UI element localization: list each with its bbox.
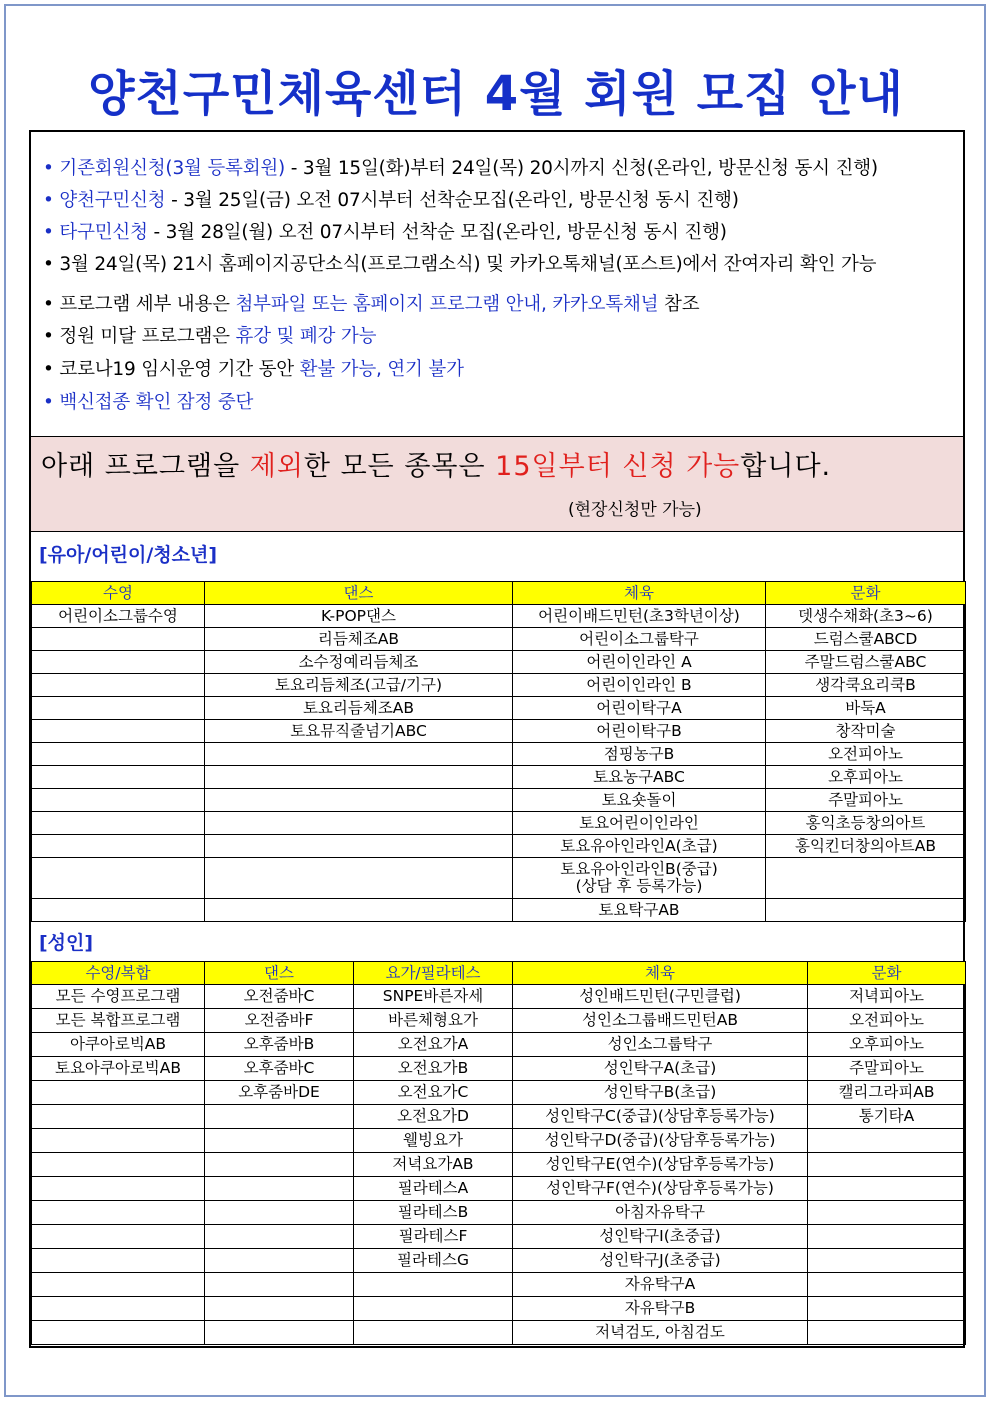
table-row (32, 1057, 966, 1081)
table-cell: 자유탁구A (513, 1273, 808, 1297)
table-cell: 오전요가B (354, 1057, 513, 1081)
column-header: 요가/필라테스 (354, 962, 513, 985)
table-row (32, 858, 966, 899)
table-cell: 자유탁구B (513, 1297, 808, 1321)
table-cell: 오후줌바DE (205, 1081, 354, 1105)
table-row (32, 1177, 966, 1201)
table-cell: 홍익킨더창의아트AB (766, 835, 966, 858)
table-row (32, 1225, 966, 1249)
table-row (32, 743, 966, 766)
table-row (32, 1105, 966, 1129)
table-cell: 모든 복합프로그램 (32, 1009, 205, 1033)
table-cell: 리듬체조AB (205, 628, 513, 651)
table-row (32, 985, 966, 1009)
table-cell (32, 628, 205, 651)
table-cell: 어린이소그룹탁구 (513, 628, 766, 651)
column-header: 수영/복합 (32, 962, 205, 985)
table-cell: 어린이탁구A (513, 697, 766, 720)
column-header: 수영 (32, 582, 205, 605)
table-cell: 어린이인라인 A (513, 651, 766, 674)
table-cell: 저녁검도, 아침검도 (513, 1321, 808, 1345)
notice-text: - 3월 28일(월) 오전 07시부터 선착순 모집(온라인, 방문신청 동시 진행) (147, 222, 727, 243)
table-cell (205, 1273, 354, 1297)
table-row (32, 1273, 966, 1297)
table-cell (32, 1177, 205, 1201)
table-cell (205, 1321, 354, 1345)
table-cell (32, 743, 205, 766)
content-box (29, 130, 965, 1348)
table-row (32, 1009, 966, 1033)
table-cell: 토요리듬체조AB (205, 697, 513, 720)
table-cell (32, 1105, 205, 1129)
notice-text: • (43, 254, 60, 275)
table-cell: 바른체형요가 (354, 1009, 513, 1033)
table-row (32, 697, 966, 720)
adult-program-table (31, 961, 966, 1345)
table-cell (32, 1081, 205, 1105)
column-header: 문화 (766, 582, 966, 605)
table-cell: 오전피아노 (766, 743, 966, 766)
table-cell: 어린이탁구B (513, 720, 766, 743)
notice-text: 3월 24일(목) 21시 홈페이지공단소식(프로그램소식) 및 카카오톡채널(포스트)에서 잔여자리 확인 가능 (59, 254, 877, 275)
column-header: 체육 (513, 582, 766, 605)
announcement-part: 제외 (249, 451, 304, 482)
table-cell (32, 697, 205, 720)
table-cell (354, 1297, 513, 1321)
table-cell: 오후줌바B (205, 1033, 354, 1057)
table-cell: 저녁피아노 (808, 985, 966, 1009)
table-cell: 필라테스F (354, 1225, 513, 1249)
notice-text: 백신접종 확인 잠정 중단 (59, 392, 254, 413)
table-cell (205, 743, 513, 766)
table-cell: 아쿠아로빅AB (32, 1033, 205, 1057)
table-row (32, 605, 966, 628)
table-cell: 성인소그룹배드민턴AB (513, 1009, 808, 1033)
table-cell (32, 1273, 205, 1297)
table-cell: 오후피아노 (808, 1033, 966, 1057)
table-cell: 오전요가D (354, 1105, 513, 1129)
table-cell (32, 789, 205, 812)
table-row (32, 674, 966, 697)
table-cell: 모든 수영프로그램 (32, 985, 205, 1009)
table-cell: 주말피아노 (766, 789, 966, 812)
table-cell: 토요뮤직줄넘기ABC (205, 720, 513, 743)
announcement-part: 합니다. (740, 451, 832, 482)
table-row (32, 812, 966, 835)
table-cell (808, 1321, 966, 1345)
announcement-banner (31, 436, 963, 532)
table-cell: K-POP댄스 (205, 605, 513, 628)
table-cell: 통기타A (808, 1105, 966, 1129)
table-cell: 주말드럼스쿨ABC (766, 651, 966, 674)
adult-section-title: [성인] (39, 932, 94, 954)
table-cell (205, 1153, 354, 1177)
table-cell: 성인탁구B(초급) (513, 1081, 808, 1105)
table-row (32, 789, 966, 812)
table-cell: 필라테스B (354, 1201, 513, 1225)
table-cell: 토요농구ABC (513, 766, 766, 789)
table-cell (354, 1321, 513, 1345)
notice-text: 첨부파일 또는 홈페이지 프로그램 안내, 카카오톡채널 (235, 294, 659, 315)
table-row (32, 1321, 966, 1345)
table-cell (32, 1225, 205, 1249)
table-cell: 필라테스G (354, 1249, 513, 1273)
table-cell: 캘리그라피AB (808, 1081, 966, 1105)
notice-text: 환불 가능, 연기 불가 (299, 359, 464, 380)
table-cell (766, 899, 966, 922)
notice-text: • (43, 158, 60, 179)
table-cell (32, 1129, 205, 1153)
table-cell: 드럼스쿨ABCD (766, 628, 966, 651)
table-cell: 토요아쿠아로빅AB (32, 1057, 205, 1081)
table-cell: 저녁요가AB (354, 1153, 513, 1177)
table-cell (32, 812, 205, 835)
table-cell: 성인탁구D(중급)(상담후등록가능) (513, 1129, 808, 1153)
table-row (32, 1201, 966, 1225)
notice-text: - 3월 15일(화)부터 24일(목) 20시까지 신청(온라인, 방문신청 동시 진행) (285, 158, 878, 179)
notice-item (43, 388, 253, 418)
table-row (32, 651, 966, 674)
table-row (32, 835, 966, 858)
table-cell (32, 1201, 205, 1225)
table-row (32, 720, 966, 743)
table-cell (205, 789, 513, 812)
table-cell: 어린이인라인 B (513, 674, 766, 697)
table-cell (32, 720, 205, 743)
table-cell (32, 835, 205, 858)
announcement-subtext: (현장신청만 가능) (568, 500, 702, 520)
table-cell: 점핑농구B (513, 743, 766, 766)
table-cell: 생각쿡요리쿡B (766, 674, 966, 697)
table-row (32, 1297, 966, 1321)
notice-text: 기존회원신청(3월 등록회원) (59, 158, 286, 179)
announcement-text (41, 447, 831, 487)
table-cell: 웰빙요가 (354, 1129, 513, 1153)
table-row (32, 628, 966, 651)
table-cell: 뎃생수채화(초3~6) (766, 605, 966, 628)
table-cell: 성인탁구J(초중급) (513, 1249, 808, 1273)
table-cell (32, 1249, 205, 1273)
table-cell (808, 1249, 966, 1273)
notice-text: 프로그램 세부 내용은 (59, 294, 236, 315)
notice-text: 양천구민신청 (59, 190, 166, 211)
table-cell: 홍익초등창의아트 (766, 812, 966, 835)
announcement-part: 한 모든 종목은 (303, 451, 496, 482)
table-cell (808, 1273, 966, 1297)
table-cell: 오전줌바F (205, 1009, 354, 1033)
column-header: 댄스 (205, 962, 354, 985)
table-cell (205, 899, 513, 922)
notice-item (43, 355, 464, 385)
column-header: 문화 (808, 962, 966, 985)
table-cell (205, 1177, 354, 1201)
table-row (32, 1033, 966, 1057)
table-cell: 성인탁구C(중급)(상담후등록가능) (513, 1105, 808, 1129)
table-row (32, 899, 966, 922)
table-row (32, 1153, 966, 1177)
table-cell (205, 1105, 354, 1129)
table-cell: 토요탁구AB (513, 899, 766, 922)
table-cell (205, 835, 513, 858)
table-cell: 성인탁구F(연수)(상담후등록가능) (513, 1177, 808, 1201)
notice-item (43, 154, 878, 184)
youth-program-table (31, 581, 966, 922)
announcement-part: 15일부터 신청 가능 (495, 451, 741, 482)
notice-text: • (43, 359, 60, 380)
column-header: 댄스 (205, 582, 513, 605)
table-cell: 토요어린이인라인 (513, 812, 766, 835)
notice-item (43, 186, 739, 216)
page-title: 양천구민체육센터 4월 회원 모집 안내 (88, 66, 904, 122)
table-cell (32, 858, 205, 899)
table-row (32, 1249, 966, 1273)
table-cell (205, 1225, 354, 1249)
table-cell (32, 1297, 205, 1321)
table-cell (808, 1297, 966, 1321)
table-cell (808, 1177, 966, 1201)
table-cell: 어린이소그룹수영 (32, 605, 205, 628)
table-cell (32, 1321, 205, 1345)
table-cell (766, 858, 966, 899)
table-row (32, 766, 966, 789)
table-cell: 성인소그룹탁구 (513, 1033, 808, 1057)
table-cell: 성인탁구A(초급) (513, 1057, 808, 1081)
table-cell (32, 766, 205, 789)
notice-text: • (43, 190, 60, 211)
table-cell: 소수정예리듬체조 (205, 651, 513, 674)
notice-text: • (43, 326, 60, 347)
table-cell (205, 766, 513, 789)
table-cell (808, 1153, 966, 1177)
notice-item (43, 322, 376, 352)
youth-section-title: [유아/어린이/청소년] (39, 544, 218, 566)
table-cell: 토요유아인라인A(초급) (513, 835, 766, 858)
table-row (32, 1081, 966, 1105)
table-cell: 창작미술 (766, 720, 966, 743)
notice-item (43, 290, 699, 320)
table-cell: 오전요가A (354, 1033, 513, 1057)
table-cell (354, 1273, 513, 1297)
table-cell (205, 812, 513, 835)
table-cell (205, 1297, 354, 1321)
table-cell: 토요유아인라인B(중급) (상담 후 등록가능) (513, 858, 766, 899)
notice-text: • (43, 294, 60, 315)
table-cell (32, 1153, 205, 1177)
notice-text: • (43, 392, 60, 413)
table-cell (32, 651, 205, 674)
table-cell: 오후피아노 (766, 766, 966, 789)
table-cell (205, 1201, 354, 1225)
table-cell: 성인탁구E(연수)(상담후등록가능) (513, 1153, 808, 1177)
table-cell: 어린이배드민턴(초3학년이상) (513, 605, 766, 628)
table-cell: 바둑A (766, 697, 966, 720)
notice-text: 참조 (658, 294, 700, 315)
table-cell (205, 1249, 354, 1273)
table-cell: 필라테스A (354, 1177, 513, 1201)
notice-text: 휴강 및 폐강 가능 (235, 326, 377, 347)
table-cell: SNPE바른자세 (354, 985, 513, 1009)
table-cell: 오후줌바C (205, 1057, 354, 1081)
table-cell (808, 1129, 966, 1153)
notice-item (43, 218, 727, 248)
notice-text: - 3월 25일(금) 오전 07시부터 선착순모집(온라인, 방문신청 동시 진행) (165, 190, 739, 211)
table-cell: 오전피아노 (808, 1009, 966, 1033)
table-cell (205, 1129, 354, 1153)
table-cell: 토요숏돌이 (513, 789, 766, 812)
table-cell (32, 674, 205, 697)
notice-item (43, 250, 876, 280)
table-cell (808, 1201, 966, 1225)
notice-text: 정원 미달 프로그램은 (59, 326, 236, 347)
table-cell: 토요리듬체조(고급/기구) (205, 674, 513, 697)
table-cell (808, 1225, 966, 1249)
table-row (32, 1129, 966, 1153)
table-cell: 성인탁구I(초중급) (513, 1225, 808, 1249)
table-cell: 성인배드민턴(구민클럽) (513, 985, 808, 1009)
table-cell: 주말피아노 (808, 1057, 966, 1081)
table-cell (205, 858, 513, 899)
table-cell (32, 899, 205, 922)
announcement-part: 아래 프로그램을 (41, 451, 250, 482)
table-cell: 아침자유탁구 (513, 1201, 808, 1225)
notice-text: 코로나19 임시운영 기간 동안 (59, 359, 300, 380)
notice-text: • (43, 222, 60, 243)
notice-text: 타구민신청 (59, 222, 148, 243)
table-cell: 오전줌바C (205, 985, 354, 1009)
table-cell: 오전요가C (354, 1081, 513, 1105)
column-header: 체육 (513, 962, 808, 985)
